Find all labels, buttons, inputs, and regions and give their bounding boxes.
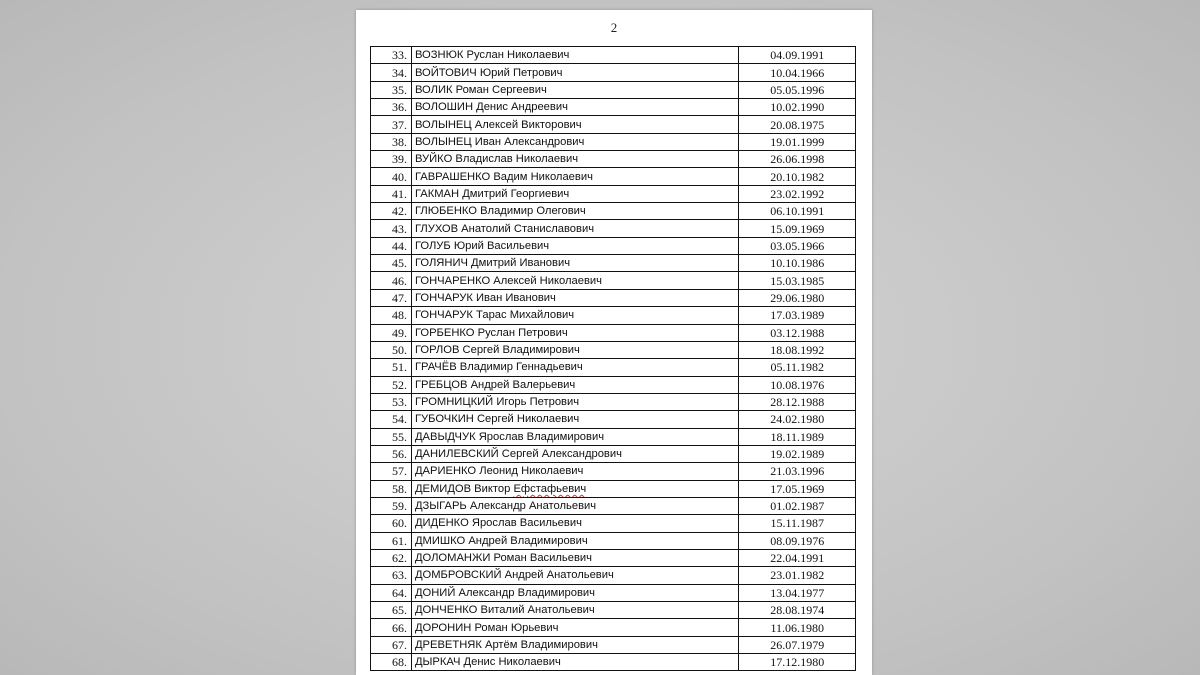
birth-date: 05.05.1996: [739, 81, 856, 98]
person-name: ДАРИЕНКО Леонид Николаевич: [411, 463, 739, 480]
table-row: [371, 654, 856, 671]
table-row: [371, 636, 856, 653]
birth-date: 15.11.1987: [739, 515, 856, 532]
birth-date: 03.12.1988: [739, 324, 856, 341]
person-name: ДАВЫДЧУК Ярослав Владимирович: [411, 428, 739, 445]
table-row: [371, 289, 856, 306]
row-number: 47.: [371, 289, 412, 306]
birth-date: 26.07.1979: [739, 636, 856, 653]
birth-date: 20.10.1982: [739, 168, 856, 185]
person-name: ДЫРКАЧ Денис Николаевич: [411, 654, 739, 671]
person-name: ГУБОЧКИН Сергей Николаевич: [411, 411, 739, 428]
birth-date: 10.04.1966: [739, 64, 856, 81]
row-number: 36.: [371, 99, 412, 116]
person-name: ВОЛЫНЕЦ Иван Александрович: [411, 133, 739, 150]
row-number: 66.: [371, 619, 412, 636]
roster-table-body: [371, 47, 856, 671]
birth-date: 10.08.1976: [739, 376, 856, 393]
birth-date: 18.11.1989: [739, 428, 856, 445]
table-row: [371, 480, 856, 497]
row-number: 56.: [371, 445, 412, 462]
person-name: ДМИШКО Андрей Владимирович: [411, 532, 739, 549]
table-row: [371, 376, 856, 393]
table-row: [371, 81, 856, 98]
row-number: 54.: [371, 411, 412, 428]
row-number: 39.: [371, 151, 412, 168]
table-row: [371, 445, 856, 462]
person-name: ДИДЕНКО Ярослав Васильевич: [411, 515, 739, 532]
table-row: [371, 185, 856, 202]
person-name: ГОНЧАРЕНКО Алексей Николаевич: [411, 272, 739, 289]
person-name: ДОРОНИН Роман Юрьевич: [411, 619, 739, 636]
birth-date: 04.09.1991: [739, 47, 856, 64]
birth-date: 01.02.1987: [739, 497, 856, 514]
person-name: ДРЕВЕТНЯК Артём Владимирович: [411, 636, 739, 653]
person-name: ГОЛУБ Юрий Васильевич: [411, 237, 739, 254]
birth-date: 17.03.1989: [739, 307, 856, 324]
table-row: [371, 602, 856, 619]
person-name: ВУЙКО Владислав Николаевич: [411, 151, 739, 168]
row-number: 35.: [371, 81, 412, 98]
person-name: ВОЗНЮК Руслан Николаевич: [411, 47, 739, 64]
person-name: ВОЛЫНЕЦ Алексей Викторович: [411, 116, 739, 133]
person-name: ДЗЫГАРЬ Александр Анатольевич: [411, 497, 739, 514]
person-name: ВОЛИК Роман Сергеевич: [411, 81, 739, 98]
birth-date: 28.12.1988: [739, 393, 856, 410]
table-row: [371, 324, 856, 341]
row-number: 43.: [371, 220, 412, 237]
birth-date: 17.12.1980: [739, 654, 856, 671]
row-number: 38.: [371, 133, 412, 150]
row-number: 33.: [371, 47, 412, 64]
table-row: [371, 220, 856, 237]
birth-date: 05.11.1982: [739, 359, 856, 376]
table-row: [371, 567, 856, 584]
table-row: [371, 532, 856, 549]
table-row: [371, 393, 856, 410]
person-name: ГЛЮБЕНКО Владимир Олегович: [411, 203, 739, 220]
table-row: [371, 99, 856, 116]
table-row: [371, 428, 856, 445]
table-row: [371, 584, 856, 601]
row-number: 57.: [371, 463, 412, 480]
table-row: [371, 515, 856, 532]
person-name: ГАВРАШЕНКО Вадим Николаевич: [411, 168, 739, 185]
roster-table: [370, 46, 856, 671]
row-number: 41.: [371, 185, 412, 202]
birth-date: 15.09.1969: [739, 220, 856, 237]
row-number: 49.: [371, 324, 412, 341]
row-number: 53.: [371, 393, 412, 410]
row-number: 45.: [371, 255, 412, 272]
row-number: 58.: [371, 480, 412, 497]
table-row: [371, 151, 856, 168]
table-row: [371, 341, 856, 358]
person-name: ДОЛОМАНЖИ Роман Васильевич: [411, 549, 739, 566]
row-number: 52.: [371, 376, 412, 393]
row-number: 44.: [371, 237, 412, 254]
row-number: 37.: [371, 116, 412, 133]
person-name: ДОНЧЕНКО Виталий Анатольевич: [411, 602, 739, 619]
birth-date: 28.08.1974: [739, 602, 856, 619]
row-number: 48.: [371, 307, 412, 324]
document-page: [356, 10, 872, 675]
person-name: ГРОМНИЦКИЙ Игорь Петрович: [411, 393, 739, 410]
birth-date: 03.05.1966: [739, 237, 856, 254]
person-name: ГОЛЯНИЧ Дмитрий Иванович: [411, 255, 739, 272]
person-name: ГРАЧЁВ Владимир Геннадьевич: [411, 359, 739, 376]
person-name: ДОМБРОВСКИЙ Андрей Анатольевич: [411, 567, 739, 584]
table-row: [371, 272, 856, 289]
row-number: 63.: [371, 567, 412, 584]
row-number: 34.: [371, 64, 412, 81]
person-name: ГРЕБЦОВ Андрей Валерьевич: [411, 376, 739, 393]
birth-date: 08.09.1976: [739, 532, 856, 549]
person-name: ГАКМАН Дмитрий Георгиевич: [411, 185, 739, 202]
row-number: 50.: [371, 341, 412, 358]
table-row: [371, 203, 856, 220]
table-row: [371, 168, 856, 185]
birth-date: 13.04.1977: [739, 584, 856, 601]
birth-date: 10.10.1986: [739, 255, 856, 272]
person-name: ДАНИЛЕВСКИЙ Сергей Александрович: [411, 445, 739, 462]
birth-date: 10.02.1990: [739, 99, 856, 116]
person-name: ГОРБЕНКО Руслан Петрович: [411, 324, 739, 341]
table-row: [371, 549, 856, 566]
birth-date: 23.01.1982: [739, 567, 856, 584]
table-row: [371, 64, 856, 81]
birth-date: 26.06.1998: [739, 151, 856, 168]
person-name: ВОЛОШИН Денис Андреевич: [411, 99, 739, 116]
birth-date: 24.02.1980: [739, 411, 856, 428]
person-name: ГОНЧАРУК Иван Иванович: [411, 289, 739, 306]
table-row: [371, 47, 856, 64]
row-number: 42.: [371, 203, 412, 220]
birth-date: 11.06.1980: [739, 619, 856, 636]
table-row: [371, 359, 856, 376]
row-number: 40.: [371, 168, 412, 185]
birth-date: 15.03.1985: [739, 272, 856, 289]
row-number: 46.: [371, 272, 412, 289]
table-row: [371, 619, 856, 636]
birth-date: 17.05.1969: [739, 480, 856, 497]
row-number: 51.: [371, 359, 412, 376]
row-number: 60.: [371, 515, 412, 532]
row-number: 61.: [371, 532, 412, 549]
birth-date: 22.04.1991: [739, 549, 856, 566]
birth-date: 18.08.1992: [739, 341, 856, 358]
spellcheck-underline: Ефстафьевич: [513, 482, 587, 495]
row-number: 62.: [371, 549, 412, 566]
birth-date: 06.10.1991: [739, 203, 856, 220]
table-row: [371, 237, 856, 254]
table-row: [371, 411, 856, 428]
birth-date: 19.01.1999: [739, 133, 856, 150]
person-name: ГОРЛОВ Сергей Владимирович: [411, 341, 739, 358]
row-number: 55.: [371, 428, 412, 445]
row-number: 65.: [371, 602, 412, 619]
table-row: [371, 463, 856, 480]
table-row: [371, 497, 856, 514]
row-number: 59.: [371, 497, 412, 514]
table-row: [371, 255, 856, 272]
birth-date: 21.03.1996: [739, 463, 856, 480]
table-row: [371, 133, 856, 150]
birth-date: 20.08.1975: [739, 116, 856, 133]
person-name: ДЕМИДОВ Виктор Ефстафьевич: [411, 480, 739, 497]
person-name: ДОНИЙ Александр Владимирович: [411, 584, 739, 601]
birth-date: 19.02.1989: [739, 445, 856, 462]
row-number: 64.: [371, 584, 412, 601]
person-name: ВОЙТОВИЧ Юрий Петрович: [411, 64, 739, 81]
table-row: [371, 116, 856, 133]
page-number: 2: [610, 20, 618, 35]
birth-date: 29.06.1980: [739, 289, 856, 306]
person-name: ГОНЧАРУК Тарас Михайлович: [411, 307, 739, 324]
person-name: ГЛУХОВ Анатолий Станиславович: [411, 220, 739, 237]
row-number: 68.: [371, 654, 412, 671]
birth-date: 23.02.1992: [739, 185, 856, 202]
table-row: [371, 307, 856, 324]
row-number: 67.: [371, 636, 412, 653]
